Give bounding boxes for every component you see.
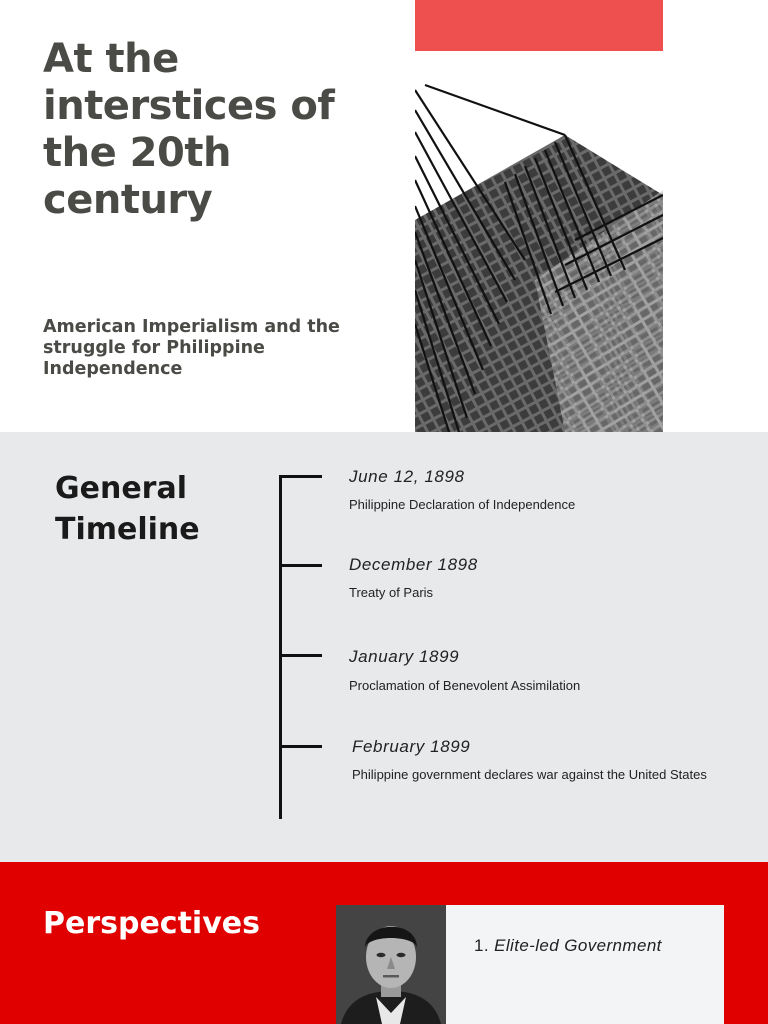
perspective-number: 1. [474,936,489,955]
timeline-tick [279,745,322,748]
building-photo [415,80,663,432]
perspectives-section [0,862,768,1024]
timeline-tick [279,564,322,567]
portrait-illustration [336,905,446,1024]
header-section [0,0,768,432]
timeline-tick [279,654,322,657]
timeline-date: January 1899 [349,647,460,666]
timeline-description: Proclamation of Benevolent Assimilation [349,678,581,693]
page-title: At the interstices of the 20th century [43,36,335,223]
perspectives-heading: Perspectives [43,906,260,941]
timeline-heading: General Timeline [55,471,200,547]
timeline-date: February 1899 [352,737,471,756]
timeline-date: December 1898 [349,555,478,574]
accent-block [415,0,663,51]
timeline-description: Philippine government declares war against the United States [352,767,707,782]
building-illustration [415,80,663,432]
timeline-date: June 12, 1898 [349,467,465,486]
perspective-label: Elite-led Government [494,936,662,955]
timeline-description: Philippine Declaration of Independence [349,497,576,512]
timeline-section [0,432,768,862]
timeline-axis [279,475,282,819]
perspective-card [336,905,724,1024]
page-subtitle: American Imperialism and the struggle for Philippine Independence [43,317,340,379]
timeline-description: Treaty of Paris [349,585,434,600]
portrait-photo [336,905,446,1024]
perspective-item [474,936,662,956]
timeline-tick [279,475,322,478]
